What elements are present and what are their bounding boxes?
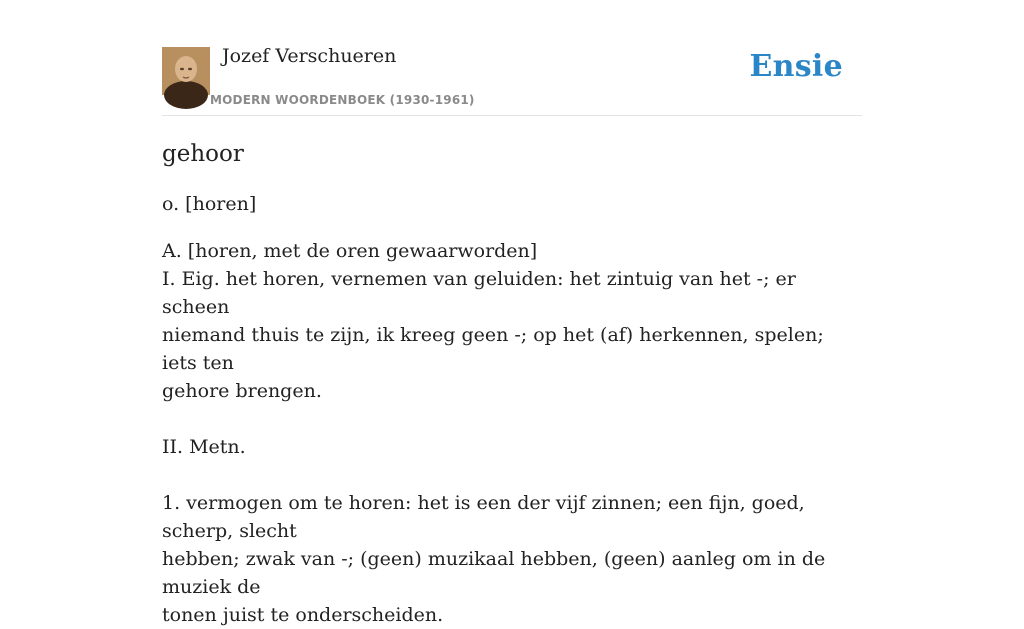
header (162, 0, 862, 116)
entry-content (162, 138, 862, 629)
definition-line: 1. vermogen om te horen: het is een der vijf zinnen; een fijn, goed, scherp, slecht (162, 492, 805, 542)
entry-definition (162, 237, 862, 629)
author-name[interactable]: Jozef Verschueren (222, 45, 397, 67)
portrait-image (162, 47, 210, 95)
definition-line: A. [horen, met de oren gewaarworden] (162, 240, 538, 262)
definition-line: tonen juist te onderscheiden. (162, 604, 444, 626)
paragraph-gap (162, 405, 862, 433)
author-avatar[interactable] (162, 47, 210, 95)
entry-grammar: o. [horen] (162, 193, 257, 215)
site-logo[interactable]: Ensie (749, 49, 843, 84)
definition-line: hebben; zwak van -; (geen) muzikaal hebben, (geen) aanleg om in de muziek de (162, 548, 826, 598)
paragraph-gap (162, 461, 862, 489)
source-label[interactable]: MODERN WOORDENBOEK (1930-1961) (210, 93, 475, 107)
definition-line: gehore brengen. (162, 380, 322, 402)
entry-term: gehoor (162, 141, 244, 167)
definition-line: I. Eig. het horen, vernemen van geluiden: het zintuig van het -; er scheen (162, 268, 796, 318)
definition-line: niemand thuis te zijn, ik kreeg geen -; op het (af) herkennen, spelen; iets ten (162, 324, 824, 374)
definition-line: II. Metn. (162, 436, 246, 458)
